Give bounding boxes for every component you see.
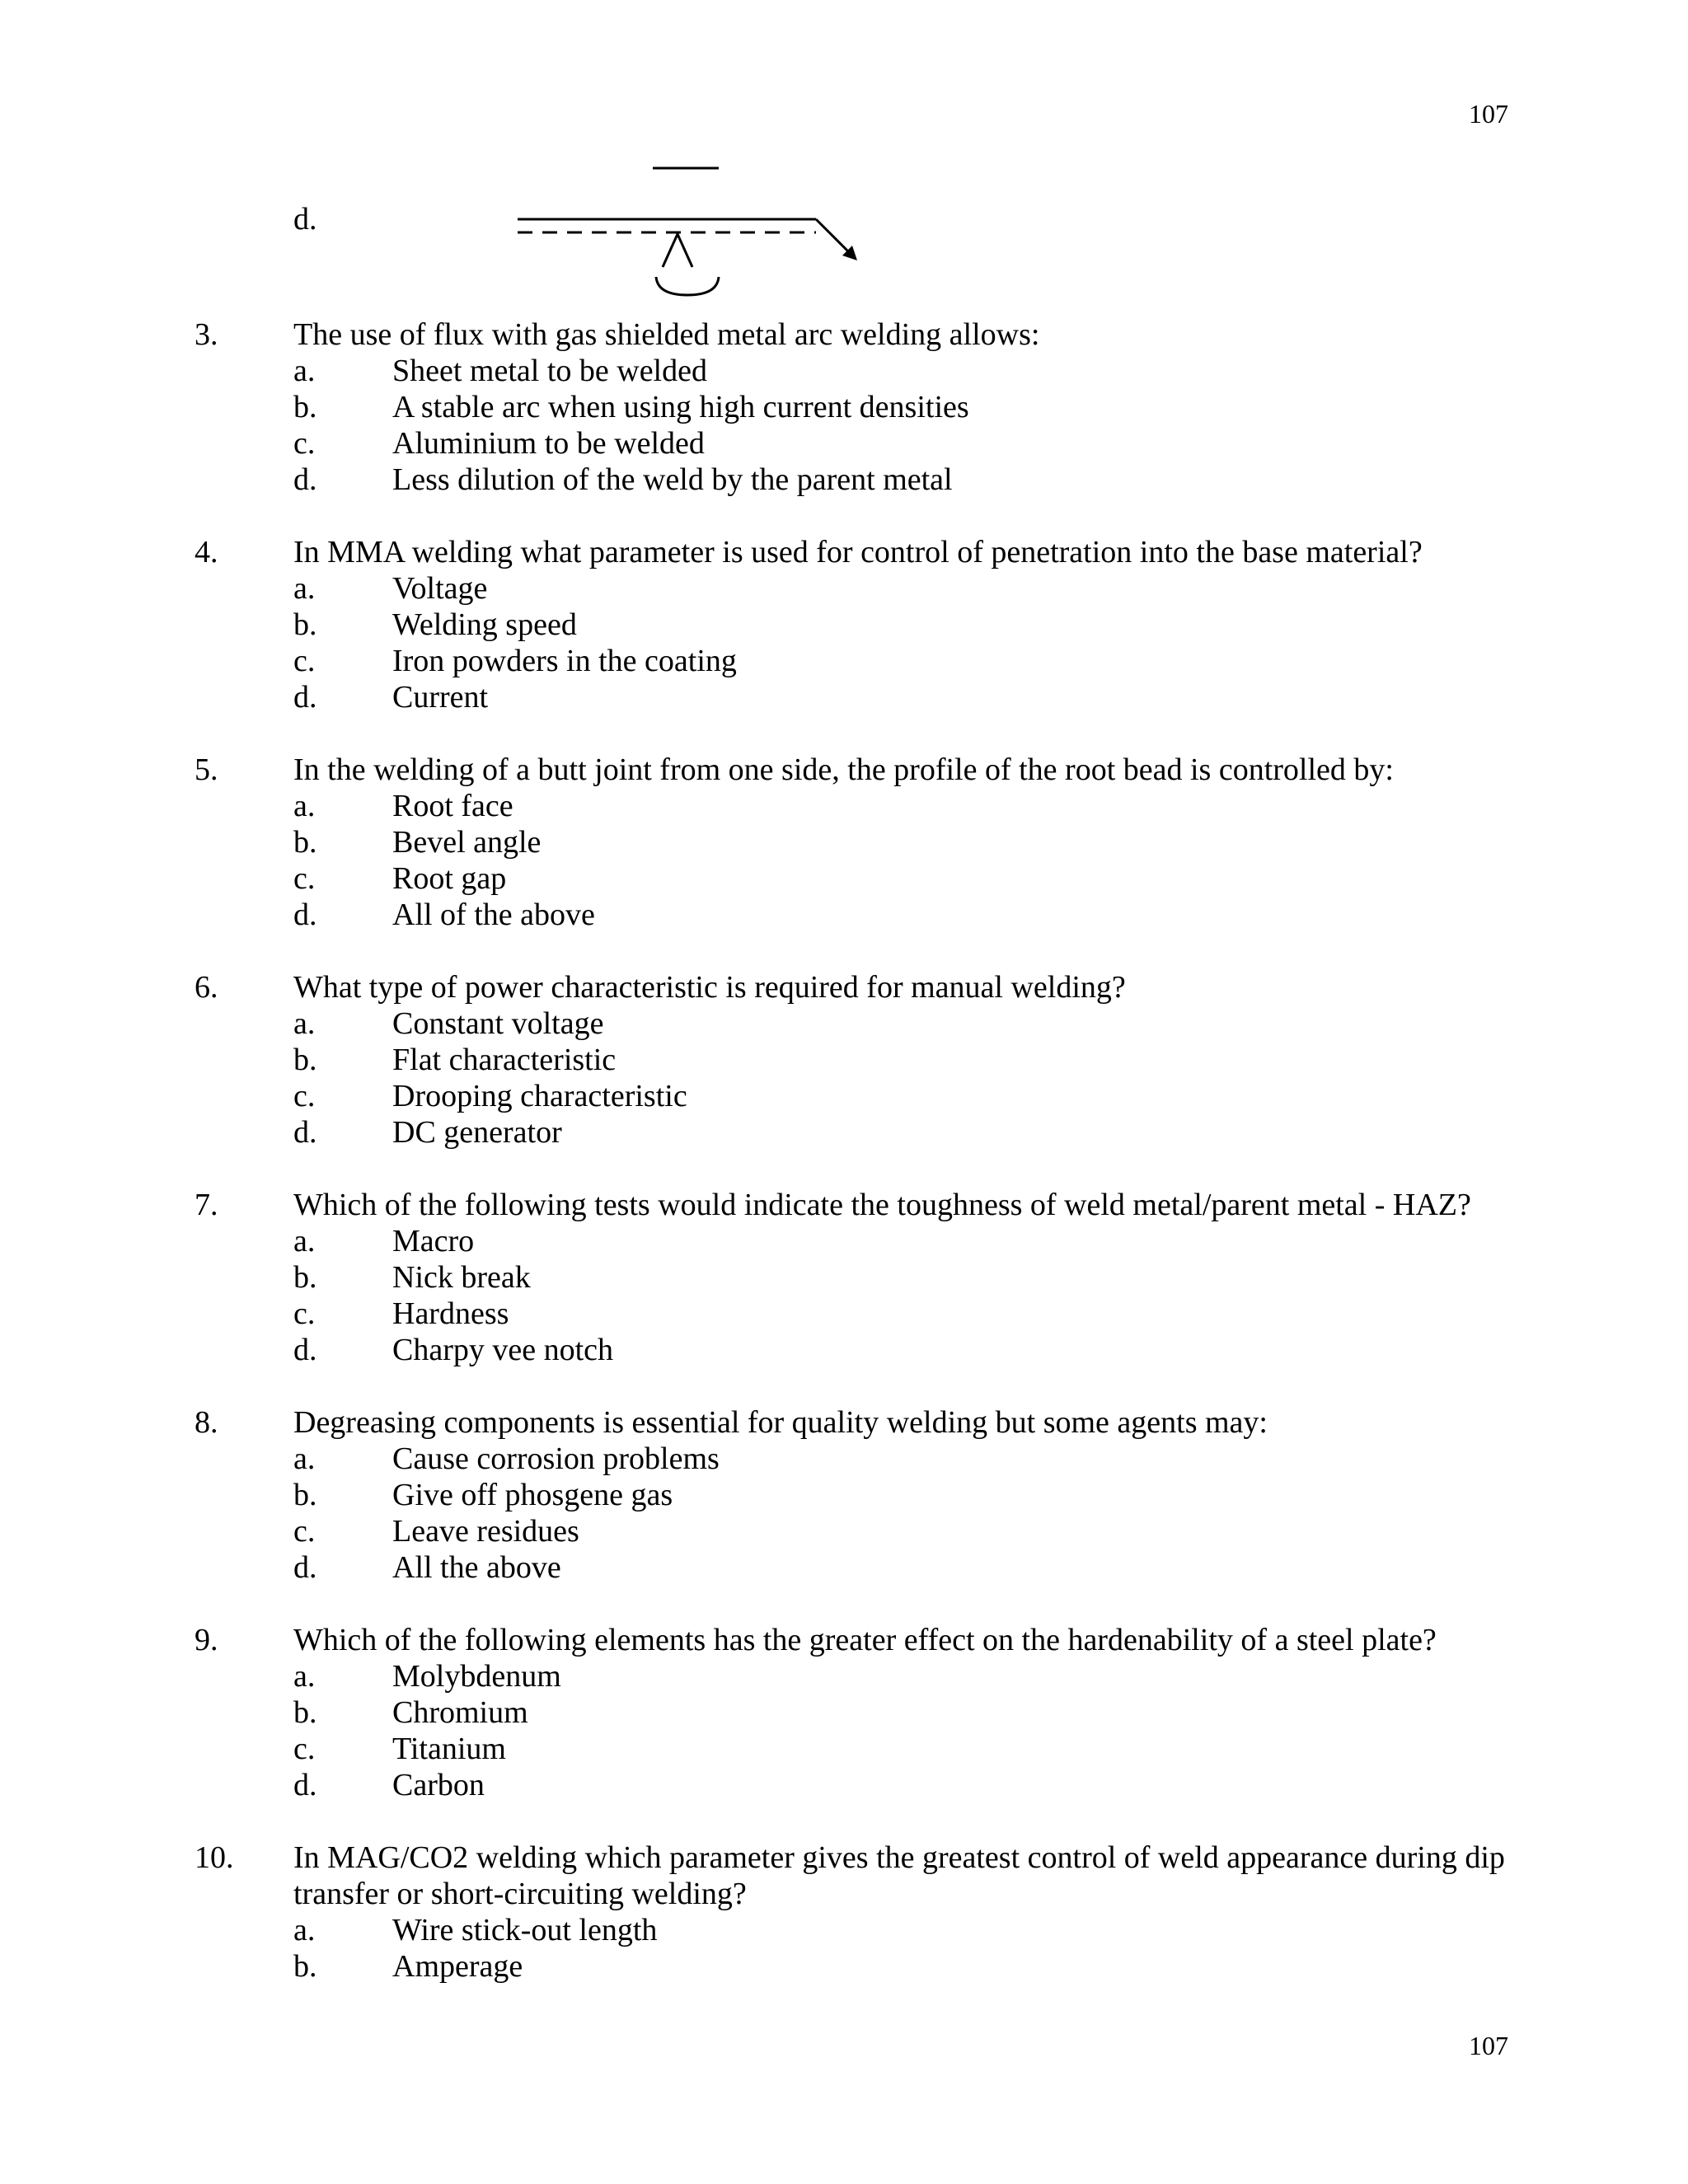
option-b (195, 824, 1546, 860)
option-text: Root gap (392, 861, 507, 896)
option-letter: b. (293, 1478, 317, 1512)
question-2-option-d (293, 201, 953, 325)
option-letter: a. (293, 789, 316, 823)
option-letter: d. (293, 202, 317, 237)
option-letter: a. (293, 1441, 316, 1476)
question-7 (195, 1187, 1546, 1368)
option-letter: d. (293, 1115, 317, 1150)
option-letter: a. (293, 354, 316, 388)
option-letter: c. (293, 644, 316, 678)
option-text: Sheet metal to be welded (392, 354, 707, 388)
option-letter: c. (293, 861, 316, 896)
option-letter: a. (293, 1913, 316, 1947)
question-text: What type of power characteristic is required for manual welding? (293, 970, 1126, 1005)
option-letter: d. (293, 1550, 317, 1585)
option-a (195, 1658, 1546, 1694)
option-b (195, 389, 1546, 425)
option-letter: b. (293, 1260, 317, 1295)
option-letter: a. (293, 1224, 316, 1258)
option-text: Nick break (392, 1260, 531, 1295)
option-d (195, 1767, 1546, 1803)
option-d (195, 679, 1546, 715)
option-letter: c. (293, 1079, 316, 1113)
option-a (195, 353, 1546, 389)
option-b (195, 1477, 1546, 1513)
option-text: Molybdenum (392, 1659, 561, 1694)
option-letter: b. (293, 390, 317, 424)
option-text: Root face (392, 789, 513, 823)
option-text: Give off phosgene gas (392, 1478, 673, 1512)
option-text: Carbon (392, 1768, 485, 1802)
option-text: Current (392, 680, 489, 715)
option-text: Voltage (392, 571, 488, 606)
option-a (195, 788, 1546, 824)
option-a (195, 1005, 1546, 1042)
question-number: 6. (195, 970, 218, 1005)
question-number: 7. (195, 1188, 218, 1222)
option-a (195, 1223, 1546, 1259)
option-text: Macro (392, 1224, 475, 1258)
page-number-bottom: 107 (1469, 2031, 1508, 2060)
option-text: Iron powders in the coating (392, 644, 737, 678)
option-letter: d. (293, 680, 317, 715)
option-text: Hardness (392, 1296, 509, 1331)
backing-run-symbol (656, 277, 719, 295)
question-text: The use of flux with gas shielded metal arc welding allows: (293, 317, 1040, 352)
option-text: Flat characteristic (392, 1043, 617, 1077)
option-b (195, 1042, 1546, 1078)
question-list (195, 316, 1546, 2021)
option-c (195, 1513, 1546, 1549)
option-text: Wire stick-out length (392, 1913, 658, 1947)
option-c (195, 643, 1546, 679)
option-text: Drooping characteristic (392, 1079, 687, 1113)
option-text: Chromium (392, 1695, 528, 1730)
option-c (195, 1078, 1546, 1114)
option-text: Constant voltage (392, 1006, 604, 1041)
option-letter: c. (293, 1732, 316, 1766)
option-a (195, 1441, 1546, 1477)
option-letter: b. (293, 1695, 317, 1730)
option-letter: d. (293, 1768, 317, 1802)
question-number: 3. (195, 317, 218, 352)
question-8 (195, 1404, 1546, 1586)
option-text: A stable arc when using high current densities (392, 390, 969, 424)
option-text: Cause corrosion problems (392, 1441, 720, 1476)
question-4 (195, 534, 1546, 715)
option-d (195, 897, 1546, 933)
option-letter: d. (293, 462, 317, 497)
question-text: In the welding of a butt joint from one side, the profile of the root bead is controlled by: (293, 752, 1394, 787)
option-letter: a. (293, 1006, 316, 1041)
question-5 (195, 752, 1546, 933)
option-text: Charpy vee notch (392, 1333, 614, 1367)
option-text: Leave residues (392, 1514, 579, 1549)
option-letter: d. (293, 1333, 317, 1367)
option-letter: a. (293, 571, 316, 606)
option-letter: b. (293, 1949, 317, 1984)
question-text: In MMA welding what parameter is used for control of penetration into the base material? (293, 535, 1423, 569)
option-a (195, 570, 1546, 607)
option-letter: c. (293, 426, 316, 461)
option-text: All the above (392, 1550, 561, 1585)
weld-symbol-diagram (293, 152, 920, 300)
option-c (195, 860, 1546, 897)
option-text: All of the above (392, 898, 595, 932)
option-c (195, 1296, 1546, 1332)
option-text: Titanium (392, 1732, 506, 1766)
v-groove-symbol (663, 234, 692, 267)
arrow-line (816, 219, 852, 255)
option-b (195, 1259, 1546, 1296)
option-a (195, 1912, 1546, 1948)
option-text: Bevel angle (392, 825, 542, 860)
option-letter: c. (293, 1296, 316, 1331)
option-letter: b. (293, 1043, 317, 1077)
question-number: 10. (195, 1840, 234, 1875)
option-b (195, 1694, 1546, 1731)
option-letter: c. (293, 1514, 316, 1549)
option-text: Welding speed (392, 607, 577, 642)
option-text: Amperage (392, 1949, 523, 1984)
question-text: Which of the following elements has the greater effect on the hardenability of a steel plate? (293, 1623, 1437, 1657)
page-number-top: 107 (1469, 99, 1508, 129)
option-c (195, 1731, 1546, 1767)
option-letter: a. (293, 1659, 316, 1694)
option-text: Less dilution of the weld by the parent metal (392, 462, 953, 497)
question-number: 9. (195, 1623, 218, 1657)
option-letter: d. (293, 898, 317, 932)
question-text: Which of the following tests would indicate the toughness of weld metal/parent metal - HAZ? (293, 1188, 1471, 1222)
option-letter: b. (293, 825, 317, 860)
question-9 (195, 1622, 1546, 1803)
question-number: 4. (195, 535, 218, 569)
option-d (195, 1114, 1546, 1151)
option-b (195, 607, 1546, 643)
option-text: Aluminium to be welded (392, 426, 705, 461)
question-number: 8. (195, 1405, 218, 1440)
question-number: 5. (195, 752, 218, 787)
option-d (195, 1549, 1546, 1586)
option-c (195, 425, 1546, 462)
option-b (195, 1948, 1546, 1985)
question-10 (195, 1840, 1546, 1985)
option-d (195, 1332, 1546, 1368)
option-letter: b. (293, 607, 317, 642)
question-text: In MAG/CO2 welding which parameter gives the greatest control of weld appearance during dip transfer or short-circuiting welding? (293, 1840, 1505, 1911)
question-6 (195, 969, 1546, 1151)
question-3 (195, 316, 1546, 498)
question-text: Degreasing components is essential for quality welding but some agents may: (293, 1405, 1268, 1440)
option-text: DC generator (392, 1115, 562, 1150)
option-d (195, 462, 1546, 498)
